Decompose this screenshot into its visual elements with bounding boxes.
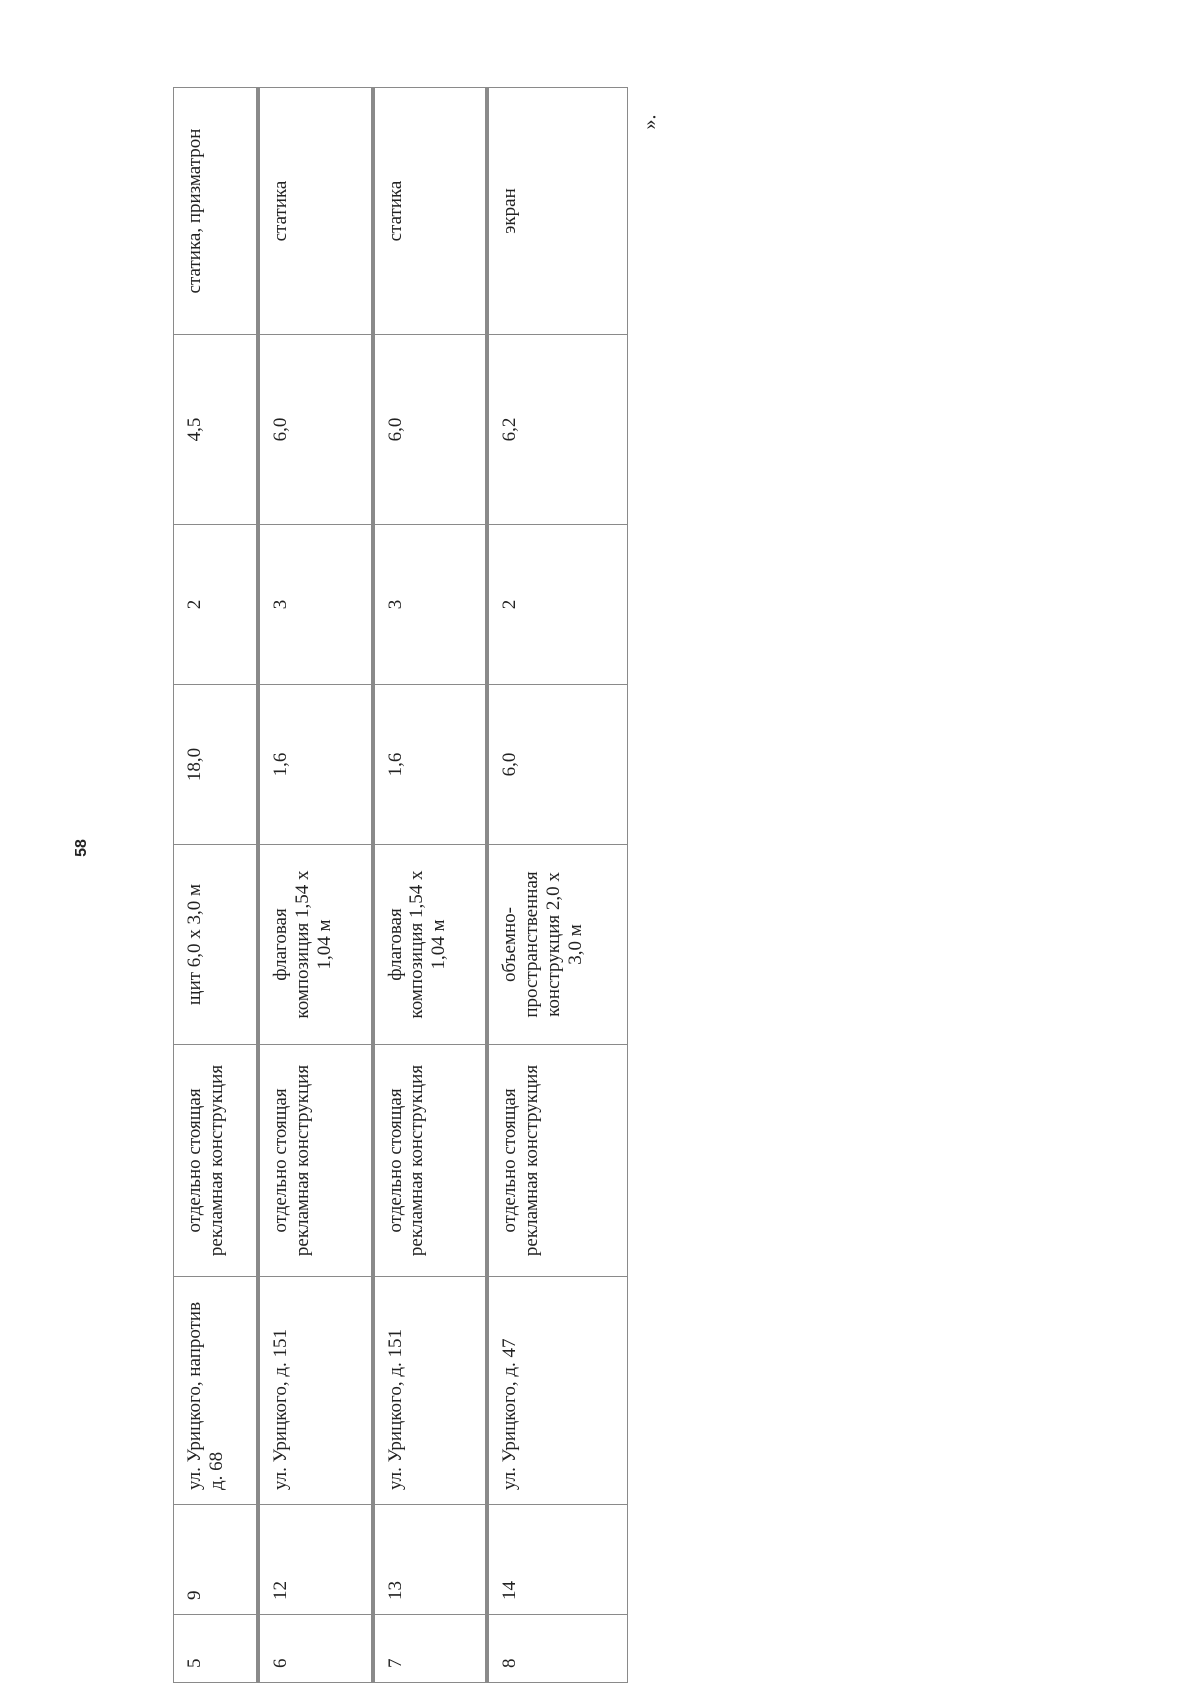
cell-display-kind: статика: [372, 87, 486, 334]
cell-area: 18,0: [173, 684, 258, 844]
cell-row-number: 6: [258, 1614, 372, 1682]
table-row: [487, 87, 627, 1682]
cell-structure-size: щит 6,0 х 3,0 м: [173, 844, 258, 1044]
cell-display-kind: экран: [487, 87, 627, 334]
cell-address: ул. Урицкого, д. 151: [258, 1276, 372, 1504]
cell-structure-id: 9: [173, 1504, 258, 1614]
advertising-structures-table: [173, 87, 628, 1683]
cell-value: 4,5: [173, 334, 258, 524]
page-number: 58: [73, 839, 90, 857]
table-row: [258, 87, 372, 1682]
cell-area: 1,6: [258, 684, 372, 844]
rotated-table-container: [173, 88, 628, 1683]
cell-sides: 2: [173, 524, 258, 684]
cell-value: 6,0: [372, 334, 486, 524]
cell-address: ул. Урицкого, д. 47: [487, 1276, 627, 1504]
cell-structure-type: отдельно стоящая рекламная конструкция: [258, 1044, 372, 1276]
cell-display-kind: статика, призматрон: [173, 87, 258, 334]
cell-structure-size: флаговая композиция 1,54 х 1,04 м: [258, 844, 372, 1044]
cell-area: 1,6: [372, 684, 486, 844]
cell-display-kind: статика: [258, 87, 372, 334]
cell-sides: 2: [487, 524, 627, 684]
cell-value: 6,0: [258, 334, 372, 524]
cell-address: ул. Урицкого, д. 151: [372, 1276, 486, 1504]
closing-quote-mark: ».: [638, 114, 661, 130]
cell-structure-id: 13: [372, 1504, 486, 1614]
cell-sides: 3: [372, 524, 486, 684]
cell-row-number: 5: [173, 1614, 258, 1682]
cell-structure-size: объемно-пространственная конструкция 2,0 х 3,0 м: [487, 844, 627, 1044]
cell-structure-size: флаговая композиция 1,54 х 1,04 м: [372, 844, 486, 1044]
cell-sides: 3: [258, 524, 372, 684]
cell-area: 6,0: [487, 684, 627, 844]
cell-structure-type: отдельно стоящая рекламная конструкция: [372, 1044, 486, 1276]
cell-structure-id: 14: [487, 1504, 627, 1614]
cell-structure-id: 12: [258, 1504, 372, 1614]
cell-structure-type: отдельно стоящая рекламная конструкция: [487, 1044, 627, 1276]
cell-structure-type: отдельно стоящая рекламная конструкция: [173, 1044, 258, 1276]
table-row: [173, 87, 258, 1682]
cell-value: 6,2: [487, 334, 627, 524]
cell-address: ул. Урицкого, напротив д. 68: [173, 1276, 258, 1504]
cell-row-number: 7: [372, 1614, 486, 1682]
table-row: [372, 87, 486, 1682]
cell-row-number: 8: [487, 1614, 627, 1682]
